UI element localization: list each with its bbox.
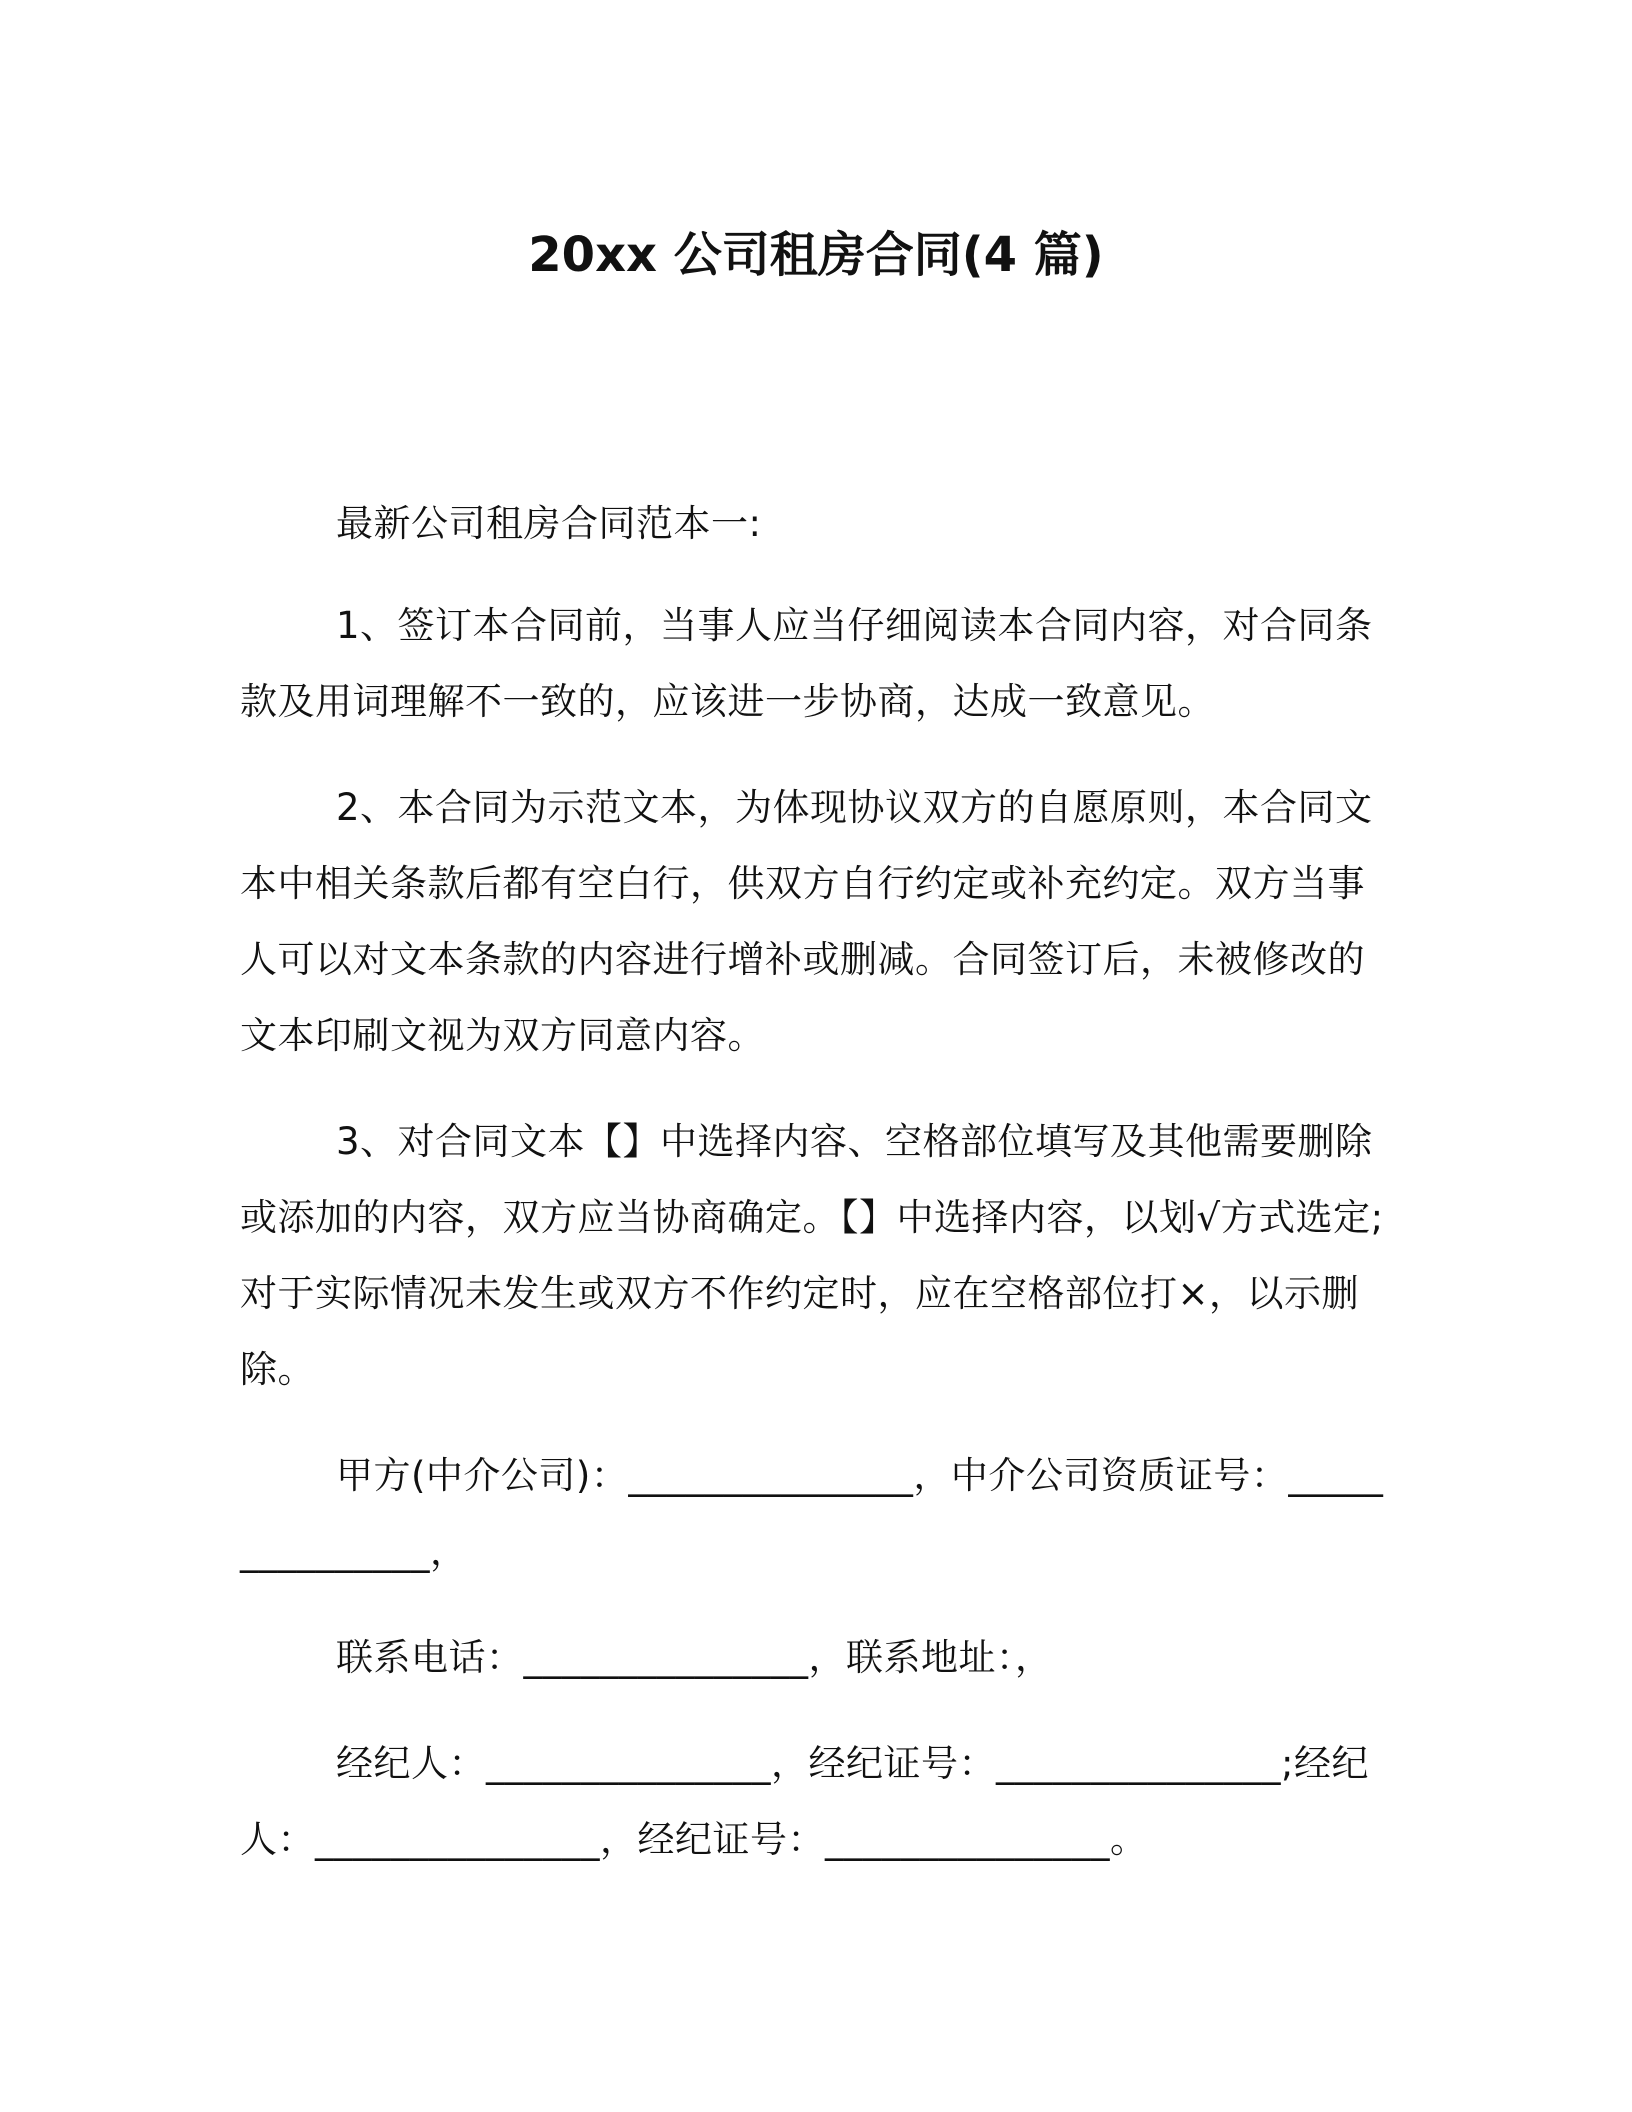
paragraph-agent: 经纪人：_______________，经纪证号：_______________;经纪人：_______________，经纪证号：_______________。 xyxy=(240,1742,1369,1861)
paragraph-clause-1: 1、签订本合同前，当事人应当仔细阅读本合同内容，对合同条款及用词理解不一致的，应该进一步协商，达成一致意见。 xyxy=(240,604,1373,723)
clause-2 xyxy=(240,770,1392,1074)
paragraph-contact: 联系电话：_______________，联系地址：， xyxy=(336,1636,1053,1679)
clause-3 xyxy=(240,1104,1392,1408)
paragraph-clause-2: 2、本合同为示范文本，为体现协议双方的自愿原则，本合同文本中相关条款后都有空白行，供双方自行约定或补充约定。双方当事人可以对文本条款的内容进行增补或删减。合同签订后，未被修改的文本印刷文视为双方同意内容。 xyxy=(240,786,1373,1057)
agent-block xyxy=(240,1726,1392,1878)
section-heading xyxy=(240,486,1392,562)
contact-block xyxy=(240,1620,1392,1696)
paragraph-heading: 最新公司租房合同范本一: xyxy=(336,502,762,545)
party-a-block xyxy=(240,1438,1392,1590)
clause-1 xyxy=(240,588,1392,740)
paragraph-party-a: 甲方(中介公司)：_______________，中介公司资质证号：_______________， xyxy=(240,1454,1384,1573)
paragraph-clause-3: 3、对合同文本【】中选择内容、空格部位填写及其他需要删除或添加的内容，双方应当协商确定。【】中选择内容，以划√方式选定;对于实际情况未发生或双方不作约定时，应在空格部位打×，以示删除。 xyxy=(240,1120,1384,1391)
document-title: 20xx 公司租房合同(4 篇) xyxy=(528,227,1104,283)
